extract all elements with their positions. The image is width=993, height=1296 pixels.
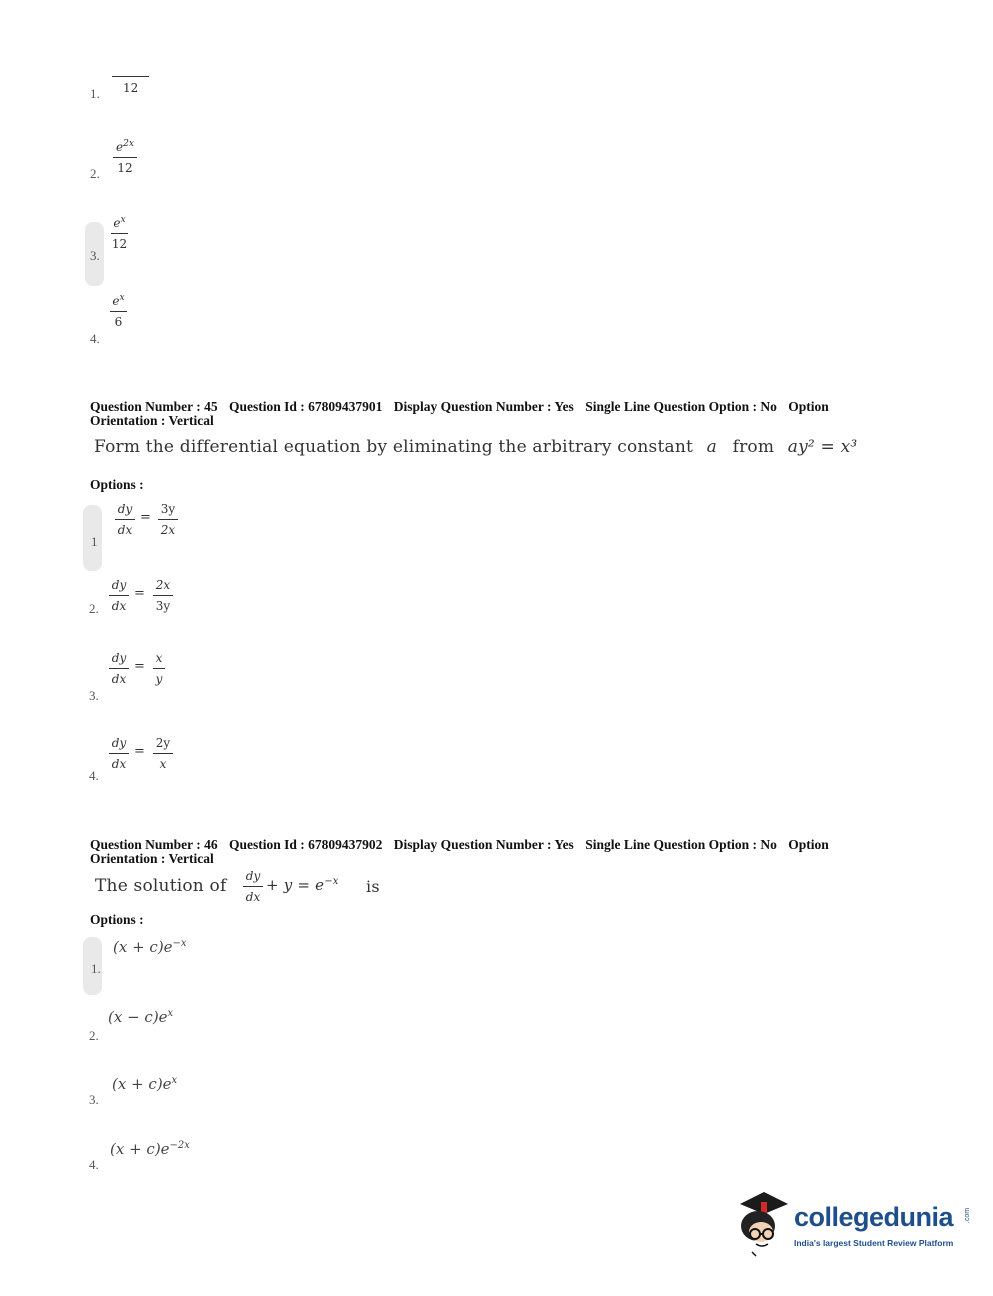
fraction-numerator: dy [111,736,127,750]
fraction-bar [158,519,178,520]
question-text [94,437,857,457]
fraction-bar [109,753,129,754]
fraction-lhs [115,502,135,538]
fraction-lhs [109,578,129,614]
question-meta [90,400,890,428]
option-number: 4. [89,768,99,783]
expression-exponent: −2x [169,1140,190,1151]
fraction-numerator: $e^x$ [112,293,125,308]
logo-tagline: India's largest Student Review Platform [794,1238,954,1248]
fraction-bar [153,753,173,754]
fraction-denominator: dx [111,599,127,613]
fraction [111,213,128,252]
collegedunia-logo [734,1188,972,1258]
fraction-bar [243,886,263,887]
fraction [243,869,263,905]
option-expression [110,1140,190,1158]
question-body: The solution of [95,876,227,896]
expression-base: (x + c)e [113,938,173,956]
question-body: Form the differential equation by eliminating the arbitrary constant [94,437,694,457]
fraction-numerator: dy [111,651,127,665]
options-label: Options : [90,477,144,492]
fraction-denominator: dx [111,757,127,771]
orientation: Orientation : Vertical [90,413,214,428]
fraction-denominator: 2x [160,523,176,537]
option-expression [113,938,187,956]
fraction-numerator: dy [245,869,261,883]
fraction-denominator: dx [111,672,127,686]
fraction-denominator: 6 [114,315,123,329]
display-question-number: Display Question Number : Yes [393,399,574,414]
display-question-number: Display Question Number : Yes [393,837,574,852]
option-number: 3. [89,1092,99,1107]
single-line-option: Single Line Question Option : No [585,837,777,852]
equals-sign: = [134,586,145,601]
expression-exponent: −x [172,938,187,949]
fraction-denominator: 3y [155,599,171,613]
fraction-denominator: dx [245,890,261,904]
question-id: Question Id : 67809437902 [229,837,383,852]
fraction-bar [112,76,149,77]
fraction-numerator: 2x [155,578,171,592]
fraction-bar [109,668,129,669]
equation: ay² = x³ [787,437,858,457]
expression-base: (x − c)e [108,1008,168,1026]
option-word: Option [788,399,829,414]
option-number: 2. [90,166,100,181]
expression-exponent: x [167,1008,174,1019]
fraction-denominator: y [155,672,163,686]
fraction-bar [110,311,127,312]
option-number: 1. [91,961,101,976]
fraction-rhs [153,651,165,687]
from-word: from [732,437,775,457]
question-id: Question Id : 67809437901 [229,399,383,414]
fraction-bar [109,595,129,596]
expression-base: (x + c)e [110,1140,170,1158]
option-number: 1. [90,86,100,101]
fraction-bar [153,595,173,596]
option-number: 4. [90,331,100,346]
fraction-numerator: dy [117,502,133,516]
question-number: Question Number : 45 [90,399,218,414]
single-line-option: Single Line Question Option : No [585,399,777,414]
fraction-lhs [109,736,129,772]
fraction-bar [153,668,165,669]
fraction-numerator: 2y [155,736,171,750]
fraction-denominator: 12 [111,237,128,251]
equals-sign: = [134,744,145,759]
fraction-denominator: dx [117,523,133,537]
fraction-bar [115,519,135,520]
fraction-bar [113,157,137,158]
fraction-denominator: 12 [117,161,133,175]
fraction-lhs [109,651,129,687]
fraction-rhs [158,502,178,538]
option-number: 1 [91,534,98,549]
fraction [110,291,127,330]
fraction-numerator: $e^{2x}$ [116,139,134,154]
expression-exponent: x [171,1075,178,1086]
options-label: Options : [90,912,144,927]
fraction-denominator: x [159,757,167,771]
fraction-rhs [153,736,173,772]
question-meta [90,838,890,866]
question-number: Question Number : 46 [90,837,218,852]
option-expression [112,1075,177,1093]
option-word: Option [788,837,829,852]
fraction-rhs [153,578,173,614]
option-number: 2. [89,601,99,616]
fraction-bar [111,233,128,234]
option-expression [108,1008,173,1026]
mascot-icon [734,1188,792,1258]
logo-suffix: .com [964,1207,972,1224]
equation-body: + y = e [266,876,325,894]
expression-base: (x + c)e [112,1075,172,1093]
logo-name: collegedunia [794,1202,954,1232]
equals-sign: = [140,510,151,525]
orientation: Orientation : Vertical [90,851,214,866]
option-number: 4. [89,1157,99,1172]
fraction-numerator: $e^x$ [113,215,126,230]
fraction-denominator: 12 [123,81,139,95]
is-word: is [366,877,380,896]
equals-sign: = [134,659,145,674]
equation [266,876,339,894]
fraction-numerator: 3y [160,502,176,516]
variable-a: a [706,437,717,457]
option-number: 2. [89,1028,99,1043]
fraction-numerator: x [155,651,163,665]
equation-exponent: −x [324,876,339,887]
fraction [113,137,137,176]
option-number: 3. [89,688,99,703]
fraction-numerator: dy [111,578,127,592]
option-number: 3. [90,248,100,263]
